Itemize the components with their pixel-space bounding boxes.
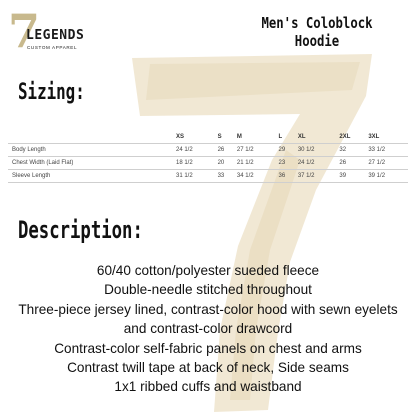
table-cell: 36: [276, 170, 295, 183]
table-row: [8, 157, 408, 170]
size-header-cell: XS: [176, 133, 185, 140]
logo-brand-name: LEGENDS: [26, 28, 85, 43]
table-cell: 24 1/2: [296, 157, 338, 170]
product-title: Men's Coloblock Hoodie: [261, 14, 373, 50]
table-cell: 29: [276, 144, 295, 157]
table-cell: 20: [216, 157, 235, 170]
brand-logo: [8, 4, 85, 60]
table-cell: 27 1/2: [366, 157, 408, 170]
table-row: [8, 144, 408, 157]
table-cell: 30 1/2: [296, 144, 338, 157]
size-header-cell: [8, 130, 174, 144]
table-cell: 32: [337, 144, 366, 157]
table-cell: 33: [216, 170, 235, 183]
size-chart-table: [8, 130, 408, 183]
row-label: Body Length: [8, 144, 174, 157]
table-cell: 21 1/2: [235, 157, 277, 170]
size-header-cell: XL: [297, 133, 306, 140]
description-heading: Description:: [18, 216, 143, 244]
size-header-cell: 3XL: [368, 133, 380, 140]
table-cell: 34 1/2: [235, 170, 277, 183]
table-cell: 39: [337, 170, 366, 183]
size-header-row: [8, 130, 408, 144]
table-cell: 39 1/2: [366, 170, 408, 183]
size-header-cell: 2XL: [339, 133, 351, 140]
table-cell: 18 1/2: [174, 157, 216, 170]
table-cell: 26: [216, 144, 235, 157]
table-cell: 24 1/2: [174, 144, 216, 157]
table-cell: 23: [276, 157, 295, 170]
description-line: Contrast twill tape at back of neck, Side seams: [67, 360, 349, 376]
table-cell: 33 1/2: [366, 144, 408, 157]
row-label: Chest Width (Laid Flat): [8, 157, 174, 170]
sizing-heading: Sizing:: [18, 80, 85, 105]
size-header-cell: S: [217, 133, 222, 140]
size-header-cell: M: [236, 133, 242, 140]
description-line: 1x1 ribbed cuffs and waistband: [114, 379, 302, 395]
description-line: Double-needle stitched throughout: [104, 282, 312, 298]
description-line: Contrast-color self-fabric panels on chest and arms: [54, 340, 362, 356]
logo-numeral: 7: [8, 4, 41, 58]
logo-tagline: CUSTOM APPAREL: [27, 45, 78, 50]
description-line: Three-piece jersey lined, contrast-color hood with sewn eyelets: [18, 301, 398, 317]
table-cell: 27 1/2: [235, 144, 277, 157]
table-cell: 26: [337, 157, 366, 170]
table-cell: 37 1/2: [296, 170, 338, 183]
description-line: and contrast-color drawcord: [123, 321, 293, 337]
table-cell: 31 1/2: [174, 170, 216, 183]
description-line: 60/40 cotton/polyester sueded fleece: [96, 263, 320, 278]
size-header-cell: L: [278, 133, 283, 140]
description-body: [8, 261, 408, 397]
row-label: Sleeve Length: [8, 170, 174, 183]
table-row: [8, 170, 408, 183]
